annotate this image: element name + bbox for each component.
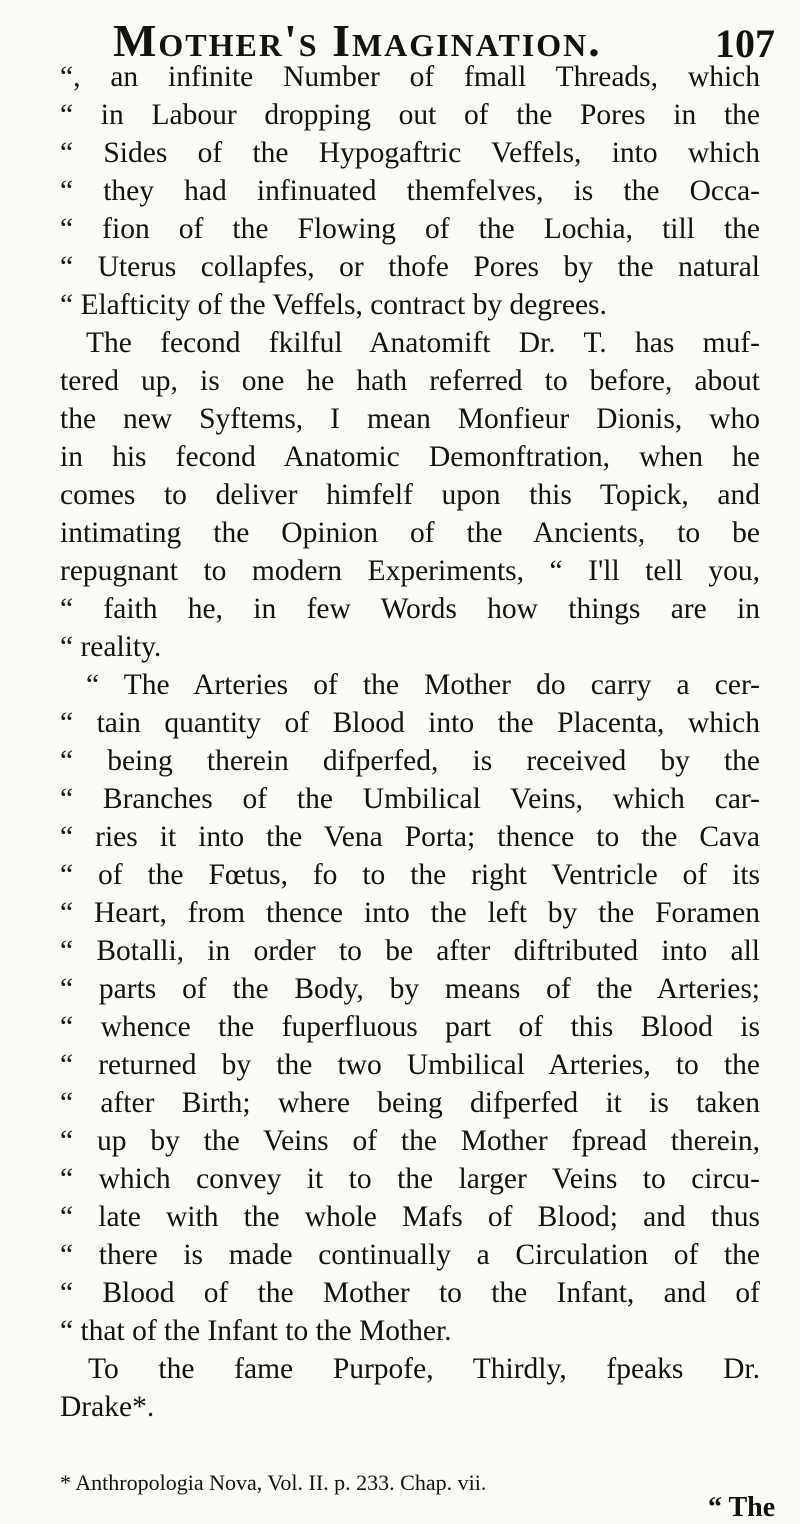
text-line: “ of the Fœtus, fo to the right Ventricle of its (60, 859, 760, 891)
text-line: repugnant to modern Experiments, “ I'll tell you, (60, 555, 760, 587)
text-line: “ Botalli, in order to be after diftributed into all (60, 935, 760, 967)
text-line: “ reality. (60, 631, 162, 663)
text-line: “ tain quantity of Blood into the Placenta, which (60, 707, 760, 739)
text-line: intimating the Opinion of the Ancients, to be (60, 517, 760, 549)
text-line: “ Heart, from thence into the left by the Foramen (60, 897, 760, 929)
text-line: “ they had infinuated themfelves, is the Occa- (60, 175, 760, 207)
text-line: To the fame Purpofe, Thirdly, fpeaks Dr. (88, 1353, 760, 1385)
text-line: in his fecond Anatomic Demonftration, when he (60, 441, 760, 473)
text-line: Drake*. (60, 1391, 155, 1423)
text-line: “ after Birth; where being difperfed it is taken (60, 1087, 760, 1119)
text-line: tered up, is one he hath referred to before, about (60, 365, 760, 397)
page-number: 107 (715, 21, 775, 66)
text-line: “ up by the Veins of the Mother fpread therein, (60, 1125, 760, 1157)
text-line: “ that of the Infant to the Mother. (60, 1315, 452, 1347)
text-line: “ in Labour dropping out of the Pores in the (60, 99, 760, 131)
text-line: “ fion of the Flowing of the Lochia, till the (60, 213, 760, 245)
text-line: “ Branches of the Umbilical Veins, which car- (60, 783, 760, 815)
text-line: “ Elafticity of the Veffels, contract by degrees. (60, 289, 607, 321)
text-line: “ whence the fuperfluous part of this Blood is (60, 1011, 760, 1043)
running-head-title: Mother's Imagination. (113, 15, 602, 66)
text-line: “ being therein difperfed, is received by the (60, 745, 760, 777)
text-line: The fecond fkilful Anatomift Dr. T. has muf- (86, 327, 760, 359)
text-line: “ Sides of the Hypogaftric Veffels, into which (60, 137, 760, 169)
text-line: “ Uterus collapfes, or thofe Pores by the natural (60, 251, 760, 283)
body-text (60, 58, 760, 1426)
text-line: “ late with the whole Mafs of Blood; and thus (60, 1201, 760, 1233)
text-line: “ The Arteries of the Mother do carry a cer- (86, 669, 760, 701)
catchword: “ The (708, 1492, 776, 1523)
footnote: * Anthropologia Nova, Vol. II. p. 233. Chap. vii. (60, 1470, 487, 1495)
text-line: “ faith he, in few Words how things are in (60, 593, 760, 625)
text-line: “ returned by the two Umbilical Arteries, to the (60, 1049, 760, 1081)
text-line: “ parts of the Body, by means of the Arteries; (60, 973, 760, 1005)
text-line: “ Blood of the Mother to the Infant, and of (60, 1277, 760, 1309)
text-line: “ ries it into the Vena Porta; thence to the Cava (60, 821, 760, 853)
text-line: “ there is made continually a Circulation of the (60, 1239, 760, 1271)
text-line: “ which convey it to the larger Veins to circu- (60, 1163, 760, 1195)
text-line: “, an infinite Number of fmall Threads, which (60, 61, 760, 93)
text-line: comes to deliver himfelf upon this Topick, and (60, 479, 760, 511)
text-line: the new Syftems, I mean Monfieur Dionis, who (60, 403, 760, 435)
